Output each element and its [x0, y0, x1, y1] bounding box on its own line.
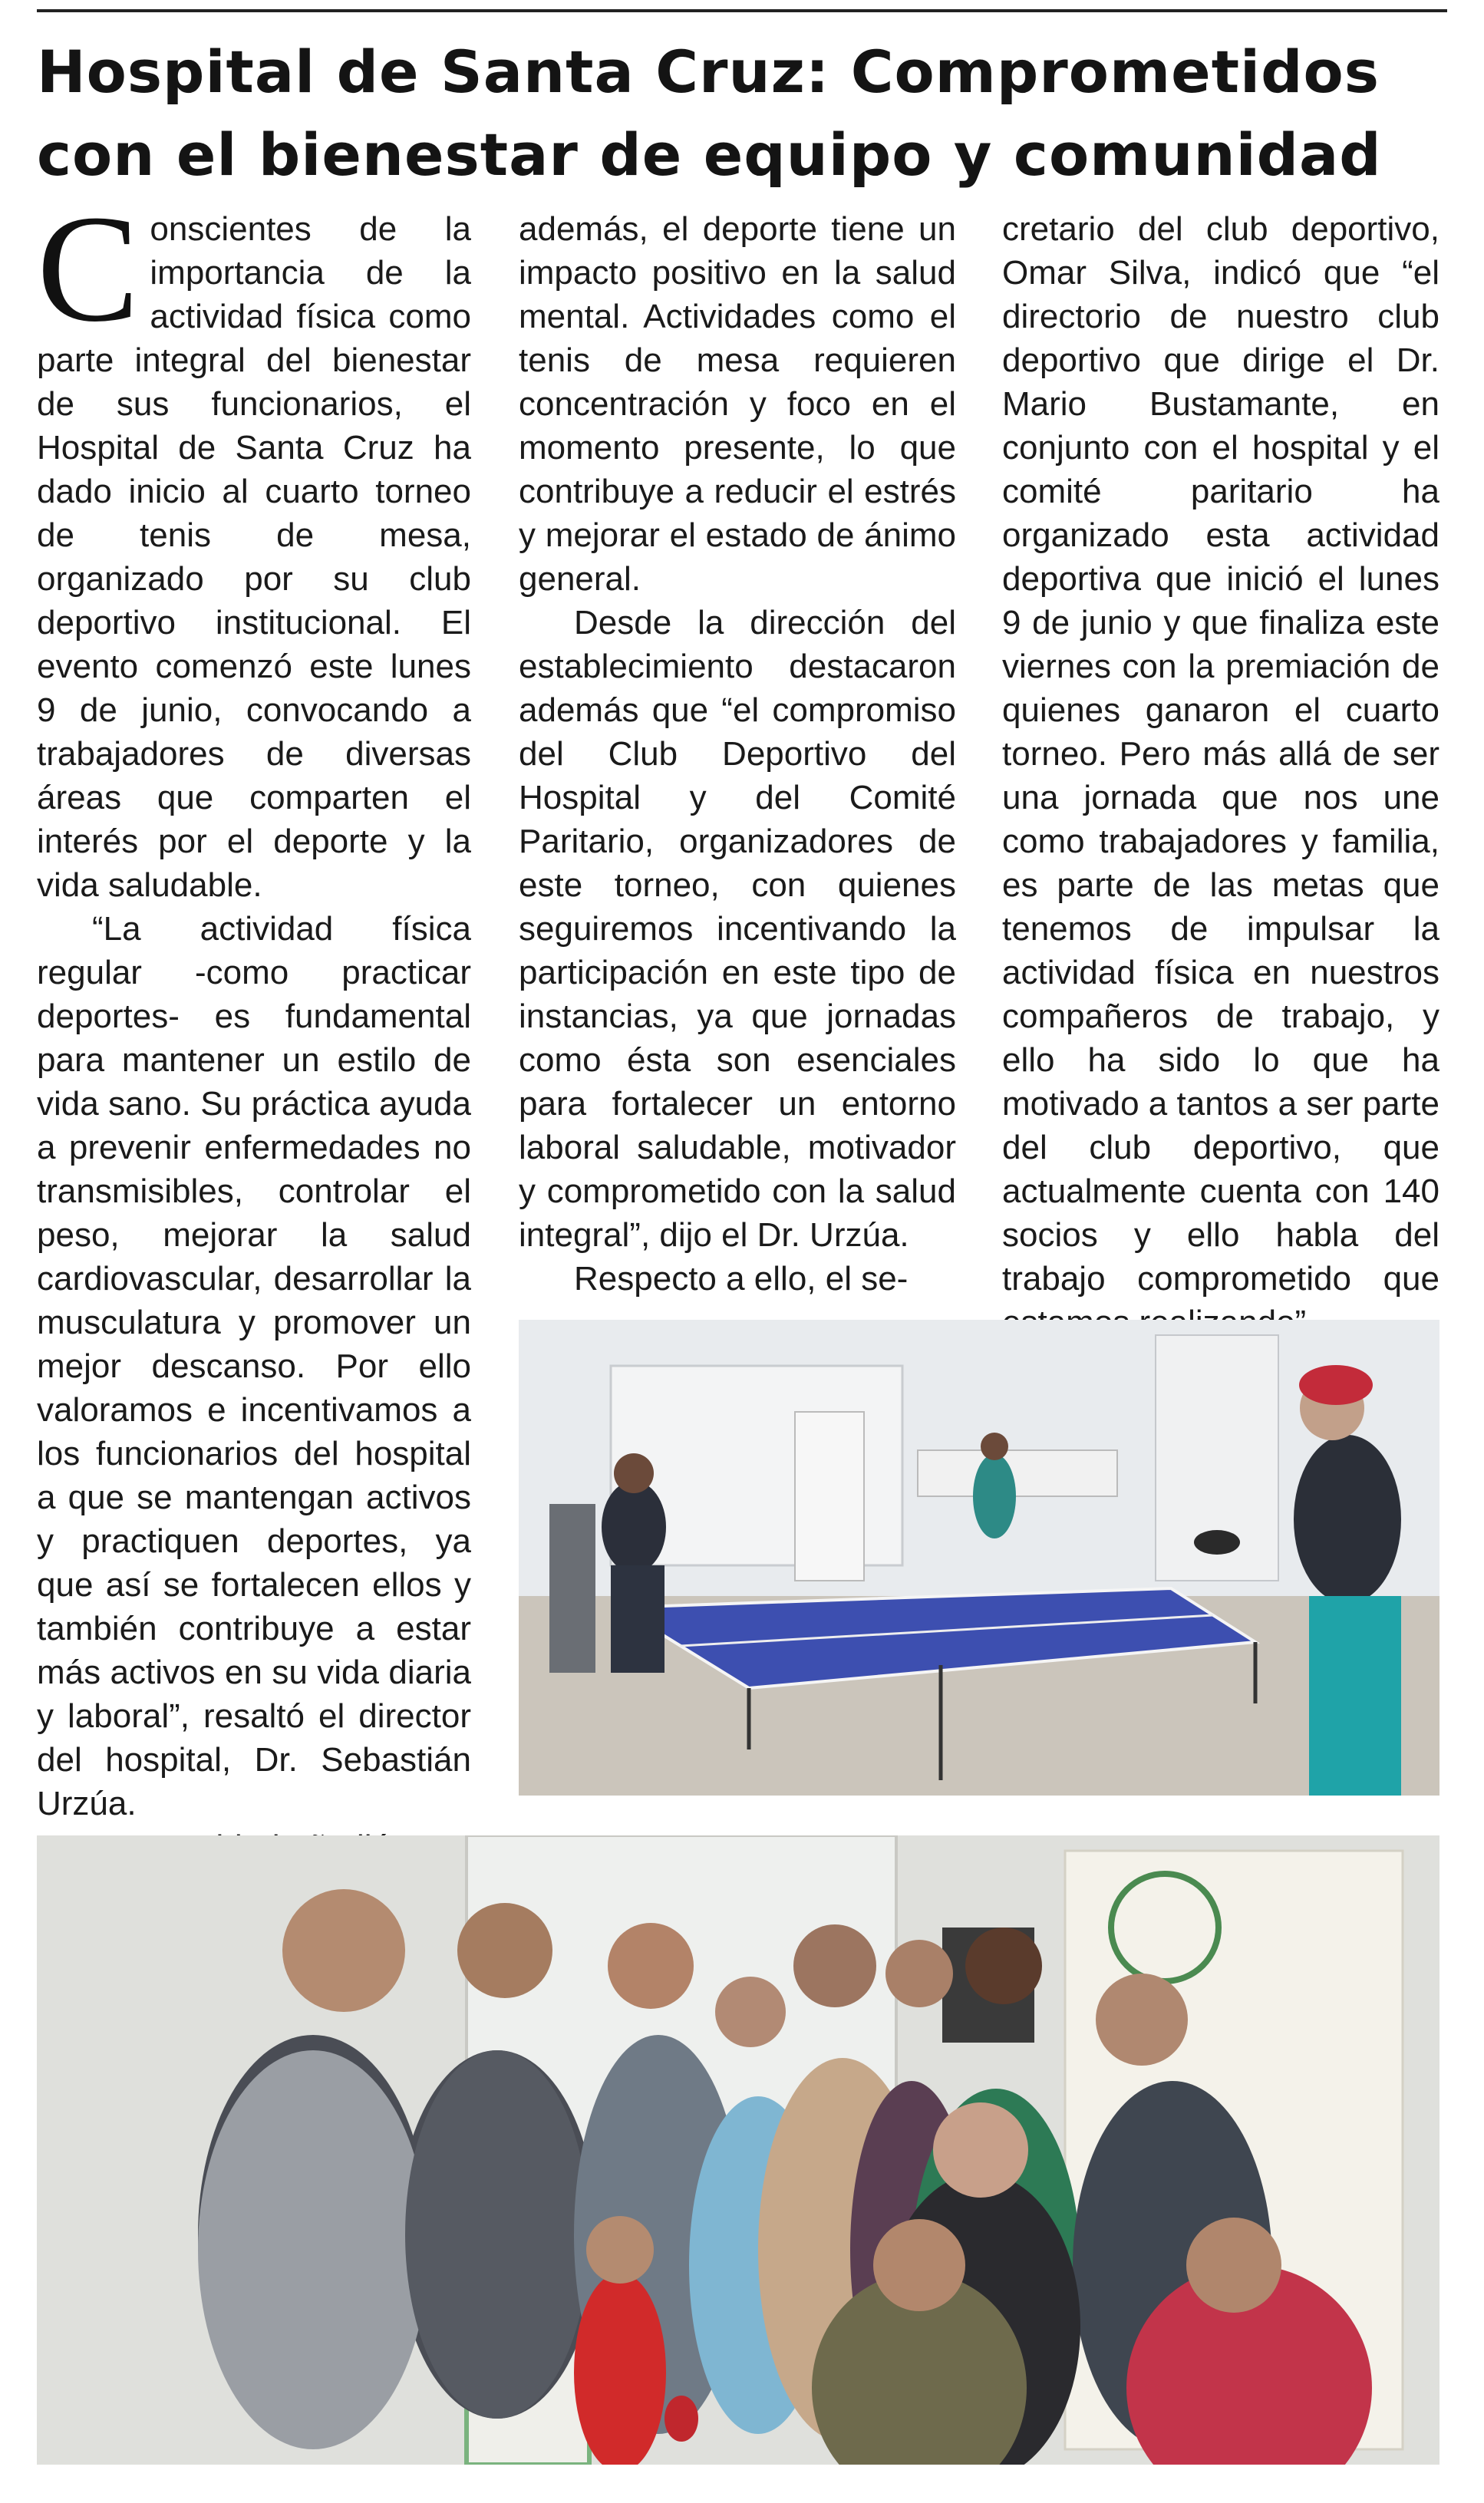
article-column-3	[1002, 207, 1439, 1297]
paragraph-6: Respecto a ello, el se-	[574, 1260, 909, 1298]
paragraph-7: cretario del club deportivo, Omar Silva, indicó que “el directorio de nuestro club deportivo que dirige el Dr. Mario Bustamante, en conjunto con el hospital y el comité paritario ha organizado esta actividad deportiva que inició el lunes 9 de junio y que finaliza este viernes con la premiación de quienes ganaron el cuarto torneo. Pero más allá de ser una jornada que nos une como trabajadores y familia, es parte de las metas que tenemos de impulsar la actividad física en nuestros compañeros de trabajo, y ello ha sido lo que ha motivado a tantos a ser parte del club deportivo, que actualmente cuenta con 140 socios y ello habla del trabajo comprometido que	[1002, 210, 1439, 1298]
article-title: Hospital de Santa Cruz: Comprometidos con el bienestar de equipo y comunidad	[37, 38, 1382, 189]
ping-pong-scene-illustration	[519, 1320, 1439, 1796]
ping-pong-match-photo	[519, 1320, 1439, 1796]
article-column-2	[519, 207, 956, 1298]
group-scene-illustration	[37, 1835, 1439, 2465]
article-column-1	[37, 184, 471, 1834]
paragraph-4: además, el deporte tiene un impacto positivo en la salud mental. Actividades como el tenis de mesa requieren concentración y foco en el momento presente, lo que contribuye a reducir el estrés y mejorar el estado de ánimo general.	[519, 210, 956, 598]
drop-cap: C	[37, 184, 140, 354]
paragraph-1	[37, 184, 471, 907]
top-rule	[37, 9, 1447, 12]
paragraph-1-text: onscientes de la importancia de la actividad física como parte integral del bienestar de sus funcionarios, el Hospital de Santa Cruz ha dado inicio al cuarto torneo de tenis de mesa, organizado por su club deportivo institucional. El evento comenzó este lunes 9 de junio, convocando a trabajadores de diversas áreas que comparten el interés por el deporte y la vida saludable.	[37, 210, 471, 904]
paragraph-2: “La actividad física regular -como practicar deportes- es fundamental para mantener un estilo de vida sano. Su práctica ayuda a prevenir enfermedades no transmisibles, controlar el peso, mejorar la salud cardiovascular, desarrollar la musculatura y promover un mejor descanso. Por ello valoramos e incentivamos a los funcionarios del hospital a que se mantengan activos y practiquen deportes, ya que así se fortalecen ellos y también contribuye a estar más activos en su vida diaria y laboral”, resaltó el director del hospital, Dr. Sebastián Urzúa.	[37, 910, 471, 1822]
paragraph-5: Desde la dirección del establecimiento destacaron además que “el compromiso del Club Deportivo del Hospital y del Comité Paritario, organizadores de este torneo, con quienes seguiremos incentivando la participación en este tipo de instancias, ya que jornadas como ésta son esenciales para fortalecer un entorno laboral saludable, motivador y comprometido con la salud integral”, dijo el Dr. Urzúa.	[519, 604, 956, 1254]
group-photo	[37, 1835, 1439, 2465]
